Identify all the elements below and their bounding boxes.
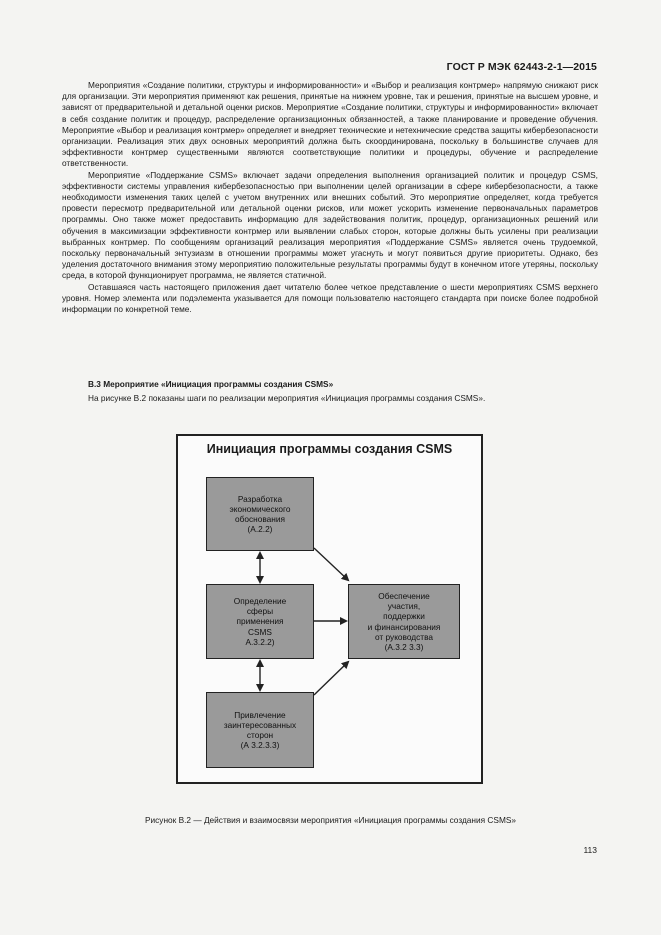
box-stakeholders: Привлечение заинтересованных сторон (А 3.2.3.3) bbox=[206, 692, 314, 768]
box-scope: Определение сферы применения CSMS A.3.2.2) bbox=[206, 584, 314, 659]
arrow-stakeholders-leadership bbox=[314, 662, 348, 695]
section-lead: На рисунке В.2 показаны шаги по реализации мероприятия «Инициация программы создания CSMS». bbox=[88, 393, 486, 403]
paragraph-2: Мероприятие «Поддержание CSMS» включает задачи определения выполнения организацией политик и процедур CSMS, эффективности системы управления кибербезопасностью при выполнении целей организации в сфере кибербезопасности, а также необходимости изменения таких целей с учетом внутренних или внешних событий. Это мероприятие определяет, когда требуется провести пересмотр предварительной или детальной оценки рисков, или может ускорить изменение первоначальных параметров программы. Оно также может предоставить информацию для задействования политик, процедур, организационных решений или обучения в максимизации эффективности контрмер или выявлении слабых сторон, которые должны быть усилены при реализации выбранных контрмер. По сообщениям организаций реализация мероприятия «Поддержание CSMS» является очень трудоемкой, поскольку первоначальный энтузиазм в отношении программы может угаснуть и могут появиться другие приоритеты. Однако, без уделения достаточного внимания этому мероприятию положительные результаты программы будут в конечном итоге утеряны, поскольку среда, в которой функционирует программа, не является статичной. bbox=[62, 169, 598, 281]
document-header: ГОСТ Р МЭК 62443-2-1—2015 bbox=[446, 61, 597, 73]
section-title: В.3 Мероприятие «Инициация программы создания CSMS» bbox=[88, 379, 334, 389]
box-business-case: Разработка экономического обоснования (А.2.2) bbox=[206, 477, 314, 551]
paragraph-1: Мероприятия «Создание политики, структуры и информированности» и «Выбор и реализация контрмер» напрямую снижают риск для организации. Эти мероприятия применяют как решения, принятые на нижнем уровне, так и решения, принятые на высшем уровне, и зависят от предварительной и детальной оценки рисков. Мероприятие «Создание политики, структуры и информированности» включает в себя создание политик и процедур, распределение организационных обязанностей, а также планирование и проведение обучения. Мероприятие «Выбор и реализация контрмер» определяет и внедряет технические и нетехнические средства защиты кибербезопасности организации. Реализация этих двух основных мероприятий должна быть скоординирована, поскольку в большинстве случаев для эффективности контрмер существенными являются соответствующие политики и процедуры, обучение и распределение ответственности. bbox=[62, 80, 598, 169]
box-leadership: Обеспечение участия, поддержки и финансирования от руководства (А.3.2 3.3) bbox=[348, 584, 460, 659]
figure-diagram bbox=[176, 434, 483, 784]
paragraph-3: Оставшаяся часть настоящего приложения дает читателю более четкое представление о шести мероприятиях CSMS верхнего уровня. Номер элемента или подэлемента указывается для помощи пользователю настоящего стандарта при поиске более подробной информации по конкретной теме. bbox=[62, 281, 598, 315]
diagram-title: Инициация программы создания CSMS bbox=[206, 442, 453, 456]
page-number: 113 bbox=[583, 845, 597, 855]
arrow-business-leadership bbox=[314, 548, 348, 580]
figure-caption: Рисунок В.2 — Действия и взаимосвязи мероприятия «Инициация программы создания CSMS» bbox=[144, 815, 517, 825]
body-text bbox=[62, 80, 598, 315]
diagram-arrows bbox=[178, 436, 481, 782]
